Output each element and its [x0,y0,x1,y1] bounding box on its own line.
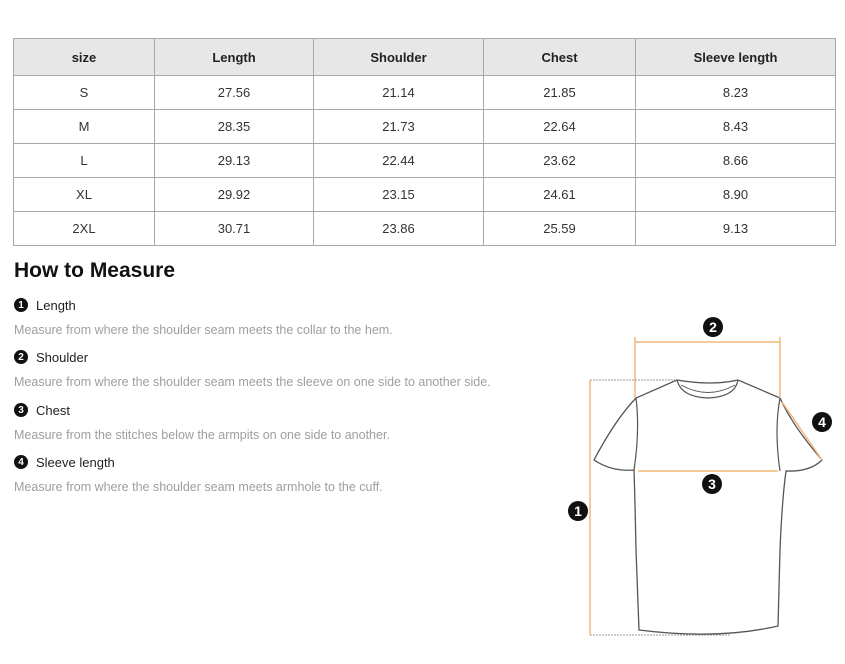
cell-shoulder: 23.15 [314,178,484,212]
step-description: Measure from the stitches below the armpits on one side to another. [14,428,390,442]
cell-shoulder: 21.14 [314,76,484,110]
cell-length: 28.35 [155,110,314,144]
cell-shoulder: 22.44 [314,144,484,178]
cell-sleeve: 8.90 [636,178,836,212]
tshirt-measurement-diagram [560,300,845,650]
number-2-icon: 2 [14,350,28,364]
table-header-row [14,39,836,76]
step-description: Measure from where the shoulder seam meets armhole to the cuff. [14,480,383,494]
header-sleeve-length: Sleeve length [636,39,836,76]
cell-shoulder: 21.73 [314,110,484,144]
svg-text:3: 3 [708,476,716,492]
step-label: Shoulder [36,349,89,365]
svg-text:4: 4 [818,414,826,430]
table-row [14,212,836,246]
cell-chest: 22.64 [484,110,636,144]
header-chest: Chest [484,39,636,76]
measure-step-shoulder [14,348,491,389]
cell-size: L [14,144,155,178]
cell-sleeve: 8.23 [636,76,836,110]
step-description: Measure from where the shoulder seam meets the collar to the hem. [14,323,393,337]
number-1-icon: 1 [14,298,28,312]
cell-length: 29.13 [155,144,314,178]
cell-length: 27.56 [155,76,314,110]
cell-length: 30.71 [155,212,314,246]
step-description: Measure from where the shoulder seam meets the sleeve on one side to another side. [14,375,491,389]
cell-chest: 24.61 [484,178,636,212]
measure-step-length [14,296,393,337]
table-row [14,144,836,178]
cell-shoulder: 23.86 [314,212,484,246]
cell-chest: 23.62 [484,144,636,178]
table-row [14,110,836,144]
cell-chest: 25.59 [484,212,636,246]
size-chart-table [13,38,836,246]
cell-size: M [14,110,155,144]
svg-text:2: 2 [709,319,717,335]
header-size: size [14,39,155,76]
cell-sleeve: 9.13 [636,212,836,246]
measure-step-sleeve [14,453,383,494]
number-4-icon: 4 [14,455,28,469]
table-row [14,178,836,212]
cell-size: S [14,76,155,110]
number-3-icon: 3 [14,403,28,417]
step-label: Sleeve length [36,454,115,470]
svg-text:1: 1 [574,503,582,519]
measure-step-chest [14,401,390,442]
cell-chest: 21.85 [484,76,636,110]
cell-sleeve: 8.66 [636,144,836,178]
cell-length: 29.92 [155,178,314,212]
header-length: Length [155,39,314,76]
cell-sleeve: 8.43 [636,110,836,144]
cell-size: 2XL [14,212,155,246]
header-shoulder: Shoulder [314,39,484,76]
table-row [14,76,836,110]
step-label: Chest [36,402,70,418]
step-label: Length [36,297,76,313]
how-to-measure-title: How to Measure [14,259,176,282]
tshirt-illustration-icon [560,300,845,650]
cell-size: XL [14,178,155,212]
